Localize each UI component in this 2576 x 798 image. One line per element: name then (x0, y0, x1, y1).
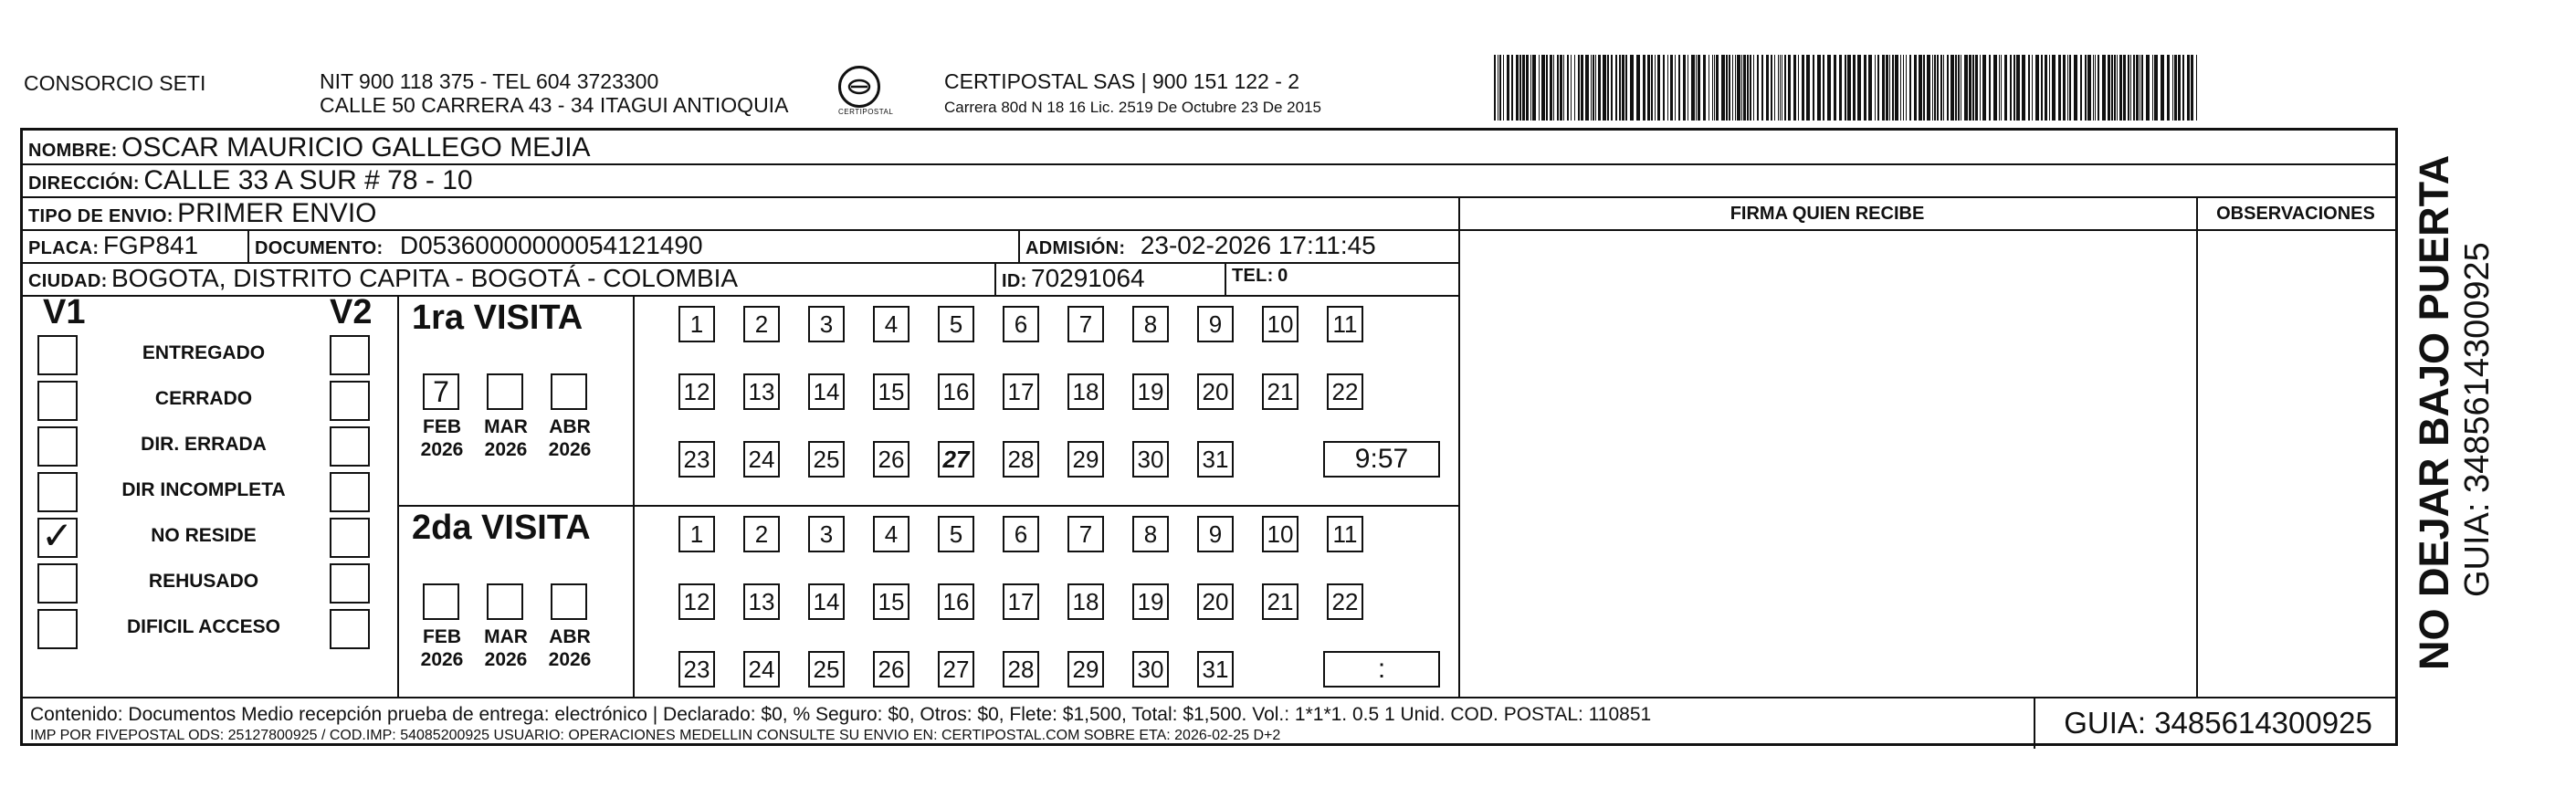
status-label: CERRADO (154, 388, 253, 409)
day-box[interactable]: 12 (678, 583, 715, 620)
document-value: D05360000000054121490 (399, 231, 703, 259)
day-box[interactable]: 24 (743, 651, 780, 688)
carrier-line: CERTIPOSTAL SAS | 900 151 122 - 2 (944, 69, 1300, 93)
v1-checkbox[interactable] (37, 335, 78, 375)
day-box[interactable]: 25 (808, 651, 845, 688)
plate-value: FGP841 (102, 231, 199, 259)
day-box[interactable]: 22 (1327, 373, 1363, 410)
day-box[interactable]: 6 (1003, 306, 1039, 342)
v1-checkbox[interactable] (37, 513, 78, 558)
document-label: DOCUMENTO: (255, 238, 384, 258)
shipping-type-value: PRIMER ENVIO (177, 198, 377, 228)
day-box[interactable]: 25 (808, 441, 845, 478)
day-box[interactable]: 28 (1003, 441, 1039, 478)
tel-value: 0 (1277, 266, 1288, 286)
day-box[interactable]: 2 (743, 306, 780, 342)
day-box[interactable]: 17 (1003, 373, 1039, 410)
name-label: NOMBRE: (28, 141, 118, 161)
status-label: DIR. ERRADA (141, 434, 267, 455)
month-label: MAR (484, 416, 528, 437)
plate-field (28, 231, 198, 260)
day-box[interactable]: 6 (1003, 516, 1039, 552)
time-box[interactable]: : (1323, 651, 1440, 688)
year-label: 2026 (484, 439, 528, 460)
day-box[interactable]: 4 (873, 306, 909, 342)
plate-label: PLACA: (28, 238, 100, 258)
day-box[interactable]: 14 (808, 373, 845, 410)
year-label: 2026 (548, 649, 592, 670)
month-checkbox[interactable] (487, 583, 523, 620)
v1-checkbox[interactable] (37, 381, 78, 421)
v2-checkbox[interactable] (330, 335, 370, 375)
day-box[interactable]: 11 (1327, 306, 1363, 342)
month-label: FEB (423, 626, 461, 647)
status-label: ENTREGADO (142, 342, 266, 363)
day-box[interactable]: 3 (808, 306, 845, 342)
day-box[interactable]: 15 (873, 373, 909, 410)
admission-field (1025, 231, 1376, 260)
company-name: CONSORCIO SETI (24, 71, 206, 95)
day-box[interactable]: 23 (678, 651, 715, 688)
side-warning: NO DEJAR BAJO PUERTA (2411, 154, 2457, 670)
barcode (1494, 55, 2206, 121)
day-box[interactable]: 9 (1197, 516, 1234, 552)
v2-checkbox[interactable] (330, 381, 370, 421)
day-box[interactable]: 29 (1067, 441, 1104, 478)
company-address: CALLE 50 CARRERA 43 - 34 ITAGUI ANTIOQUIA (320, 93, 789, 117)
day-box[interactable]: 21 (1262, 373, 1299, 410)
city-field (28, 264, 738, 293)
day-box[interactable]: 15 (873, 583, 909, 620)
year-label: 2026 (484, 649, 528, 670)
status-label: REHUSADO (148, 571, 259, 592)
imp-line: IMP POR FIVEPOSTAL ODS: 25127800925 / COD.IMP: 54085200925 USUARIO: OPERACIONES MEDELLIN CONSULTE SU ENVIO EN: CERTIPOSTAL.COM SOBRE ETA: 2026-02-25 D+2 (30, 728, 1281, 743)
nit-line: NIT 900 118 375 - TEL 604 3723300 (320, 69, 659, 93)
v2-checkbox[interactable] (330, 518, 370, 558)
day-box[interactable]: 29 (1067, 651, 1104, 688)
shipping-type-label: TIPO DE ENVIO: (28, 206, 173, 226)
day-box[interactable]: 21 (1262, 583, 1299, 620)
status-label: DIR INCOMPLETA (121, 479, 286, 500)
day-box[interactable]: 8 (1132, 516, 1169, 552)
month-label: ABR (549, 626, 591, 647)
day-box[interactable]: 2 (743, 516, 780, 552)
day-box[interactable]: 12 (678, 373, 715, 410)
day-box[interactable]: 7 (1067, 516, 1104, 552)
day-box[interactable]: 18 (1067, 373, 1104, 410)
day-box[interactable]: 5 (938, 306, 974, 342)
city-value: BOGOTA, DISTRITO CAPITA - BOGOTÁ - COLOMBIA (111, 264, 739, 292)
admission-label: ADMISIÓN: (1025, 238, 1126, 258)
check-mark-icon: ✓ (41, 513, 74, 558)
month-label: FEB (423, 416, 461, 437)
certipostal-logo-icon (838, 66, 893, 116)
v1-header: V1 (43, 293, 86, 331)
day-box[interactable]: 1 (678, 306, 715, 342)
v2-checkbox[interactable] (330, 472, 370, 512)
visit-title: 1ra VISITA (412, 299, 584, 337)
id-value: 70291064 (1031, 264, 1145, 292)
address-row (28, 165, 473, 196)
status-label: DIFICIL ACCESO (126, 616, 280, 637)
month-label: ABR (549, 416, 591, 437)
logo-text: CERTIPOSTAL (838, 108, 894, 116)
status-label: NO RESIDE (151, 525, 257, 546)
day-box[interactable]: 30 (1132, 651, 1169, 688)
day-box[interactable]: 17 (1003, 583, 1039, 620)
day-box[interactable]: 10 (1262, 516, 1299, 552)
day-box[interactable]: 19 (1132, 583, 1169, 620)
v2-checkbox[interactable] (330, 563, 370, 604)
day-box[interactable]: 11 (1327, 516, 1363, 552)
carrier-license: Carrera 80d N 18 16 Lic. 2519 De Octubre 23 De 2015 (944, 99, 1321, 116)
delivery-form (20, 128, 2398, 746)
address-value: CALLE 33 A SUR # 78 - 10 (143, 165, 473, 195)
year-label: 2026 (420, 439, 464, 460)
year-label: 2026 (548, 439, 592, 460)
day-box[interactable]: 26 (873, 441, 909, 478)
v2-checkbox[interactable] (330, 426, 370, 467)
admission-value: 23-02-2026 17:11:45 (1140, 231, 1376, 259)
tel-field (1232, 266, 1288, 287)
month-checkbox[interactable] (551, 373, 587, 410)
day-box[interactable]: 22 (1327, 583, 1363, 620)
day-box[interactable]: 14 (808, 583, 845, 620)
day-box[interactable]: 9 (1197, 306, 1234, 342)
city-label: CIUDAD: (28, 271, 108, 291)
day-box[interactable]: 13 (743, 373, 780, 410)
day-box[interactable]: 19 (1132, 373, 1169, 410)
content-line: Contenido: Documentos Medio recepción prueba de entrega: electrónico | Declarado: $0, % Seguro: $0, Otros: $0, Flete: $1,500, Total: $1,500. Vol.: 1*1*1. 0.5 1 Unid. COD. POSTAL: 110851 (30, 704, 1652, 725)
day-box[interactable]: 8 (1132, 306, 1169, 342)
day-box[interactable]: 1 (678, 516, 715, 552)
day-box[interactable]: 5 (938, 516, 974, 552)
v2-checkbox[interactable] (330, 609, 370, 649)
day-box[interactable]: 16 (938, 373, 974, 410)
day-box[interactable]: 3 (808, 516, 845, 552)
document-field (255, 231, 703, 260)
day-box[interactable]: 18 (1067, 583, 1104, 620)
month-label: MAR (484, 626, 528, 647)
day-box[interactable]: 30 (1132, 441, 1169, 478)
month-checkbox[interactable]: 7 (423, 373, 459, 410)
v1-checkbox[interactable] (37, 609, 78, 649)
v1-checkbox[interactable] (37, 426, 78, 467)
day-box[interactable]: 4 (873, 516, 909, 552)
id-field (1002, 264, 1145, 293)
name-value: OSCAR MAURICIO GALLEGO MEJIA (121, 132, 591, 163)
day-box[interactable]: 7 (1067, 306, 1104, 342)
month-checkbox[interactable] (551, 583, 587, 620)
tel-label: TEL: (1232, 266, 1274, 286)
day-box[interactable]: 24 (743, 441, 780, 478)
shipping-type-row (28, 198, 377, 229)
day-box[interactable]: 13 (743, 583, 780, 620)
day-box[interactable]: 20 (1197, 373, 1234, 410)
day-box[interactable]: 31 (1197, 651, 1234, 688)
day-box[interactable]: 10 (1262, 306, 1299, 342)
v1-checkbox[interactable] (37, 472, 78, 512)
year-label: 2026 (420, 649, 464, 670)
day-box[interactable]: 26 (873, 651, 909, 688)
v1-checkbox[interactable] (37, 563, 78, 604)
id-label: ID: (1002, 271, 1027, 291)
day-box[interactable]: 27 (938, 441, 974, 478)
time-box[interactable]: 9:57 (1323, 441, 1440, 478)
footer-guia: GUIA: 3485614300925 (2064, 706, 2372, 740)
day-box[interactable]: 28 (1003, 651, 1039, 688)
day-box[interactable]: 23 (678, 441, 715, 478)
signature-header: FIRMA QUIEN RECIBE (1730, 204, 1925, 224)
day-box[interactable]: 31 (1197, 441, 1234, 478)
day-box[interactable]: 16 (938, 583, 974, 620)
observations-header: OBSERVACIONES (2216, 204, 2375, 224)
day-box[interactable]: 20 (1197, 583, 1234, 620)
visit-title: 2da VISITA (412, 509, 591, 547)
month-checkbox[interactable] (423, 583, 459, 620)
address-label: DIRECCIÓN: (28, 173, 140, 194)
name-row (28, 132, 591, 163)
month-checkbox[interactable] (487, 373, 523, 410)
v2-header: V2 (330, 293, 373, 331)
day-box[interactable]: 27 (938, 651, 974, 688)
side-guia: GUIA: 3485614300925 (2458, 242, 2497, 597)
